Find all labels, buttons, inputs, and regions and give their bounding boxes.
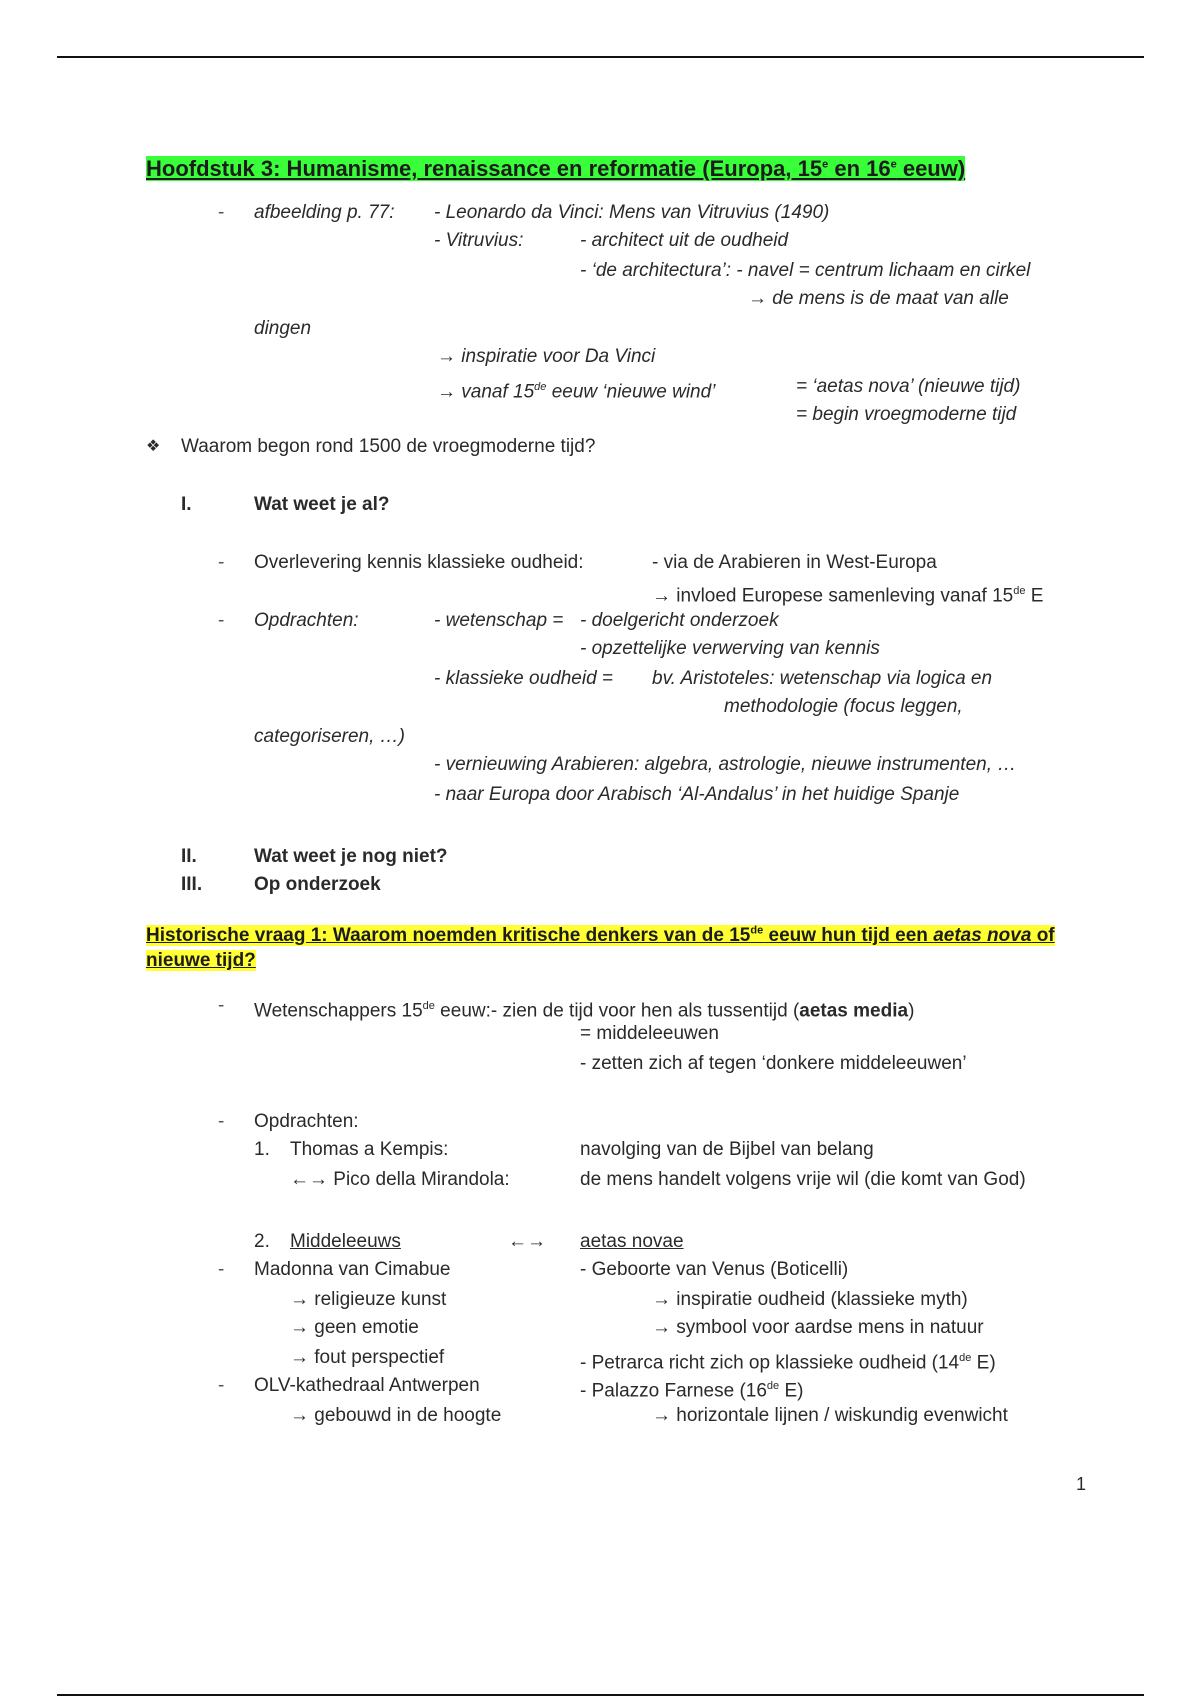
list-dash: -: [218, 610, 225, 631]
opdrachten-line: - opzettelijke verwerving van kennis: [580, 638, 880, 659]
intro-line: - Vitruvius:: [434, 230, 524, 251]
main-question: Waarom begon rond 1500 de vroegmoderne tijd?: [181, 436, 596, 457]
intro-line: = ‘aetas nova’ (nieuwe tijd): [796, 376, 1021, 397]
task-item: de mens handelt volgens vrije wil (die komt van God): [580, 1169, 1026, 1190]
section-number: II.: [181, 846, 197, 867]
compare-left-item: OLV-kathedraal Antwerpen: [254, 1375, 480, 1396]
opdrachten-line: categoriseren, …): [254, 726, 406, 747]
opdrachten-line: methodologie (focus leggen,: [724, 696, 963, 717]
tasks-label: Opdrachten:: [254, 1111, 359, 1132]
chapter-title: Hoofdstuk 3: Humanisme, renaissance en reformatie (Europa, 15e en 16e eeuw): [146, 156, 966, 182]
list-dash: -: [218, 552, 225, 573]
task-item: ←→ Pico della Mirandola:: [290, 1169, 510, 1190]
list-dash: -: [218, 1375, 225, 1396]
intro-line: → inspiratie voor Da Vinci: [437, 346, 656, 367]
section-heading: Wat weet je nog niet?: [254, 846, 448, 867]
opdrachten-line: - doelgericht onderzoek: [580, 610, 779, 631]
opdrachten-line: - naar Europa door Arabisch ‘Al-Andalus’ in het huidige Spanje: [434, 784, 960, 805]
opdrachten-label: Opdrachten:: [254, 610, 359, 631]
compare-right-item: - Palazzo Farnese (16de E): [580, 1380, 804, 1402]
intro-line: → de mens is de maat van alle: [748, 288, 1009, 309]
list-dash: -: [218, 995, 225, 1016]
list-dash: -: [218, 1259, 225, 1280]
compare-left-item: Madonna van Cimabue: [254, 1259, 451, 1280]
historical-question: Historische vraag 1: Waarom noemden kritische denkers van de 15de eeuw hun tijd een aetas nova of: [146, 925, 1055, 947]
compare-left-item: → geen emotie: [290, 1317, 419, 1338]
compare-right-heading: aetas novae: [580, 1231, 684, 1252]
compare-left-item: → gebouwd in de hoogte: [290, 1405, 502, 1426]
section-heading: Wat weet je al?: [254, 494, 390, 515]
compare-right-item: → horizontale lijnen / wiskundig evenwicht: [652, 1405, 1008, 1426]
diamond-bullet-icon: ❖: [146, 438, 161, 455]
task-item: navolging van de Bijbel van belang: [580, 1139, 874, 1160]
compare-left-item: → fout perspectief: [290, 1347, 445, 1368]
overlevering-label: Overlevering kennis klassieke oudheid:: [254, 552, 584, 573]
intro-line: - ‘de architectura’: - navel = centrum lichaam en cirkel: [580, 260, 1031, 281]
section-number: I.: [181, 494, 192, 515]
opdrachten-line: - vernieuwing Arabieren: algebra, astrologie, nieuwe instrumenten, …: [434, 754, 1017, 775]
page-number: 1: [1076, 1474, 1087, 1494]
compare-left-item: → religieuze kunst: [290, 1289, 447, 1310]
intro-label: afbeelding p. 77:: [254, 202, 395, 223]
section-number: III.: [181, 874, 203, 895]
list-dash: -: [218, 1111, 225, 1132]
compare-right-item: - Petrarca richt zich op klassieke oudheid (14de E): [580, 1352, 996, 1374]
intro-line: - Leonardo da Vinci: Mens van Vitruvius (1490): [434, 202, 830, 223]
historical-question-cont: nieuwe tijd?: [146, 950, 256, 971]
task-item: Thomas a Kempis:: [290, 1139, 449, 1160]
section-heading: Op onderzoek: [254, 874, 381, 895]
compare-left-heading: Middeleeuws: [290, 1231, 401, 1252]
opdrachten-line: bv. Aristoteles: wetenschap via logica en: [652, 668, 993, 689]
intro-line: = begin vroegmoderne tijd: [796, 404, 1017, 425]
intro-line: - architect uit de oudheid: [580, 230, 789, 251]
bottom-rule: [57, 1694, 1144, 1696]
scholars-line: - zetten zich af tegen ‘donkere middeleeuwen’: [580, 1053, 967, 1074]
opdrachten-line: - wetenschap =: [434, 610, 564, 631]
list-dash: -: [218, 202, 225, 223]
intro-line: dingen: [254, 318, 312, 339]
intro-line: → vanaf 15de eeuw ‘nieuwe wind’: [437, 381, 716, 403]
overlevering-line: - via de Arabieren in West-Europa: [652, 552, 937, 573]
compare-right-item: → inspiratie oudheid (klassieke myth): [652, 1289, 968, 1310]
scholars-line: Wetenschappers 15de eeuw:- zien de tijd voor hen als tussentijd (aetas media): [254, 1000, 915, 1022]
compare-arrows-icon: ←→: [508, 1231, 546, 1252]
task-number: 1.: [254, 1139, 270, 1160]
task-number: 2.: [254, 1231, 270, 1252]
overlevering-line: → invloed Europese samenleving vanaf 15de E: [652, 585, 1044, 607]
compare-right-item: → symbool voor aardse mens in natuur: [652, 1317, 984, 1338]
scholars-line: = middeleeuwen: [580, 1023, 719, 1044]
top-rule: [57, 56, 1144, 58]
compare-right-item: - Geboorte van Venus (Boticelli): [580, 1259, 849, 1280]
opdrachten-line: - klassieke oudheid =: [434, 668, 614, 689]
